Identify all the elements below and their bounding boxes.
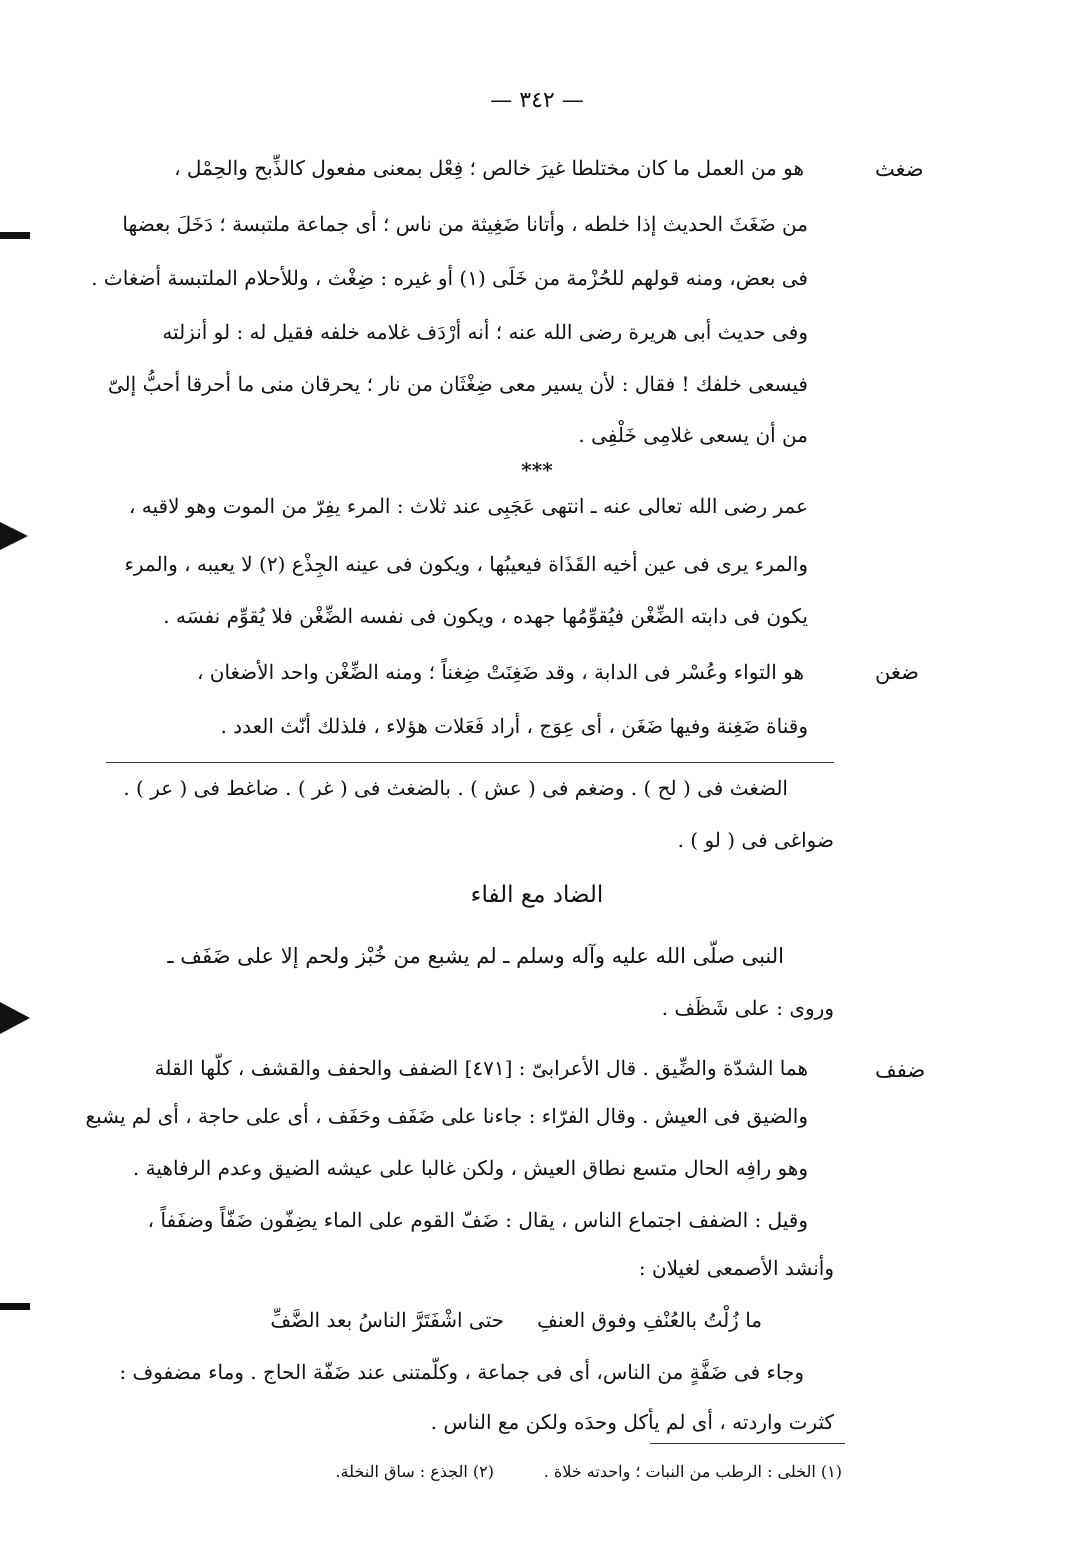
text-line: والضيق فى العيش . وقال الفرّاء : جاءنا على ضَفَف وحَفَف ، أى على حاجة ، أى لم يشبع xyxy=(85,1104,808,1128)
text-line: فى بعض، ومنه قولهم للحُزْمة من خَلَى (١) أو غيره : ضِغْث ، وللأحلام الملتبسة أضغاث . xyxy=(91,266,808,290)
edge-mark xyxy=(0,1303,30,1310)
hadith-line: النبى صلّى الله عليه وآله وسلم ـ لم يشبع من خُبْز ولحم إلا على ضَفَف ـ xyxy=(167,944,784,968)
headword-dhafaf: ضفف xyxy=(875,1058,926,1082)
edge-mark xyxy=(0,1002,30,1034)
footnote-1: (١) الخلى : الرطب من النبات ؛ واحدته خلاة . xyxy=(543,1462,842,1481)
text-line: هو التواء وعُسْر فى الدابة ، وقد ضَغِنَتْ ضِغناً ؛ ومنه الضِّغْن واحد الأضغان ، xyxy=(196,660,804,684)
edge-mark xyxy=(0,232,30,239)
headword-dhighn: ضغن xyxy=(875,660,919,684)
footnote-divider xyxy=(650,1443,845,1444)
text-line: هما الشدّة والضِّيق . قال الأعرابىّ : [٤٧١] الضفف والحفف والقشف ، كلّها القلة xyxy=(154,1056,808,1080)
section-title: الضاد مع الفاء xyxy=(470,882,604,908)
text-line: وقناة ضَغِنة وفيها ضَغَن ، أى عِوَج ، أراد فَعَلات هؤلاء ، فلذلك أنّث العدد . xyxy=(220,714,808,738)
text-line: من أن يسعى غلامِى خَلْفِى . xyxy=(578,423,808,447)
text-line: كثرت واردته ، أى لم يأكل وحدَه ولكن مع الناس . xyxy=(430,1410,834,1434)
text-line: يكون فى دابته الضِّغْن فيُقوِّمُها جهده ، ويكون فى نفسه الضِّغْن فلا يُقوِّم نفسَه . xyxy=(163,604,808,628)
text-line: عمر رضى الله تعالى عنه ـ انتهى عَجَبِى عند ثلاث : المرء يفِرّ من الموت وهو لاقيه ، xyxy=(128,494,808,518)
text-line: وأنشد الأصمعى لغيلان : xyxy=(638,1256,834,1280)
cross-ref-line: الضغث فى ( لح ) . وضغم فى ( عش ) . بالضغث فى ( غر ) . ضاغط فى ( عر ) . xyxy=(123,776,788,800)
hadith-line: وروى : على شَظَف . xyxy=(661,996,834,1020)
page-number: — ٣٤٢ — xyxy=(490,88,584,113)
text-line: وقيل : الضفف اجتماع الناس ، يقال : ضَفّ القوم على الماء يضِفّون ضَفّاً وضفَفاً ، xyxy=(147,1208,808,1232)
separator-stars: *** xyxy=(521,458,553,482)
headword-dhaghth: ضغث xyxy=(875,157,924,181)
text-line: وجاء فى ضَفَّةٍ من الناس، أى فى جماعة ، وكلّمتنى عند ضَفّة الحاج . وماء مضفوف : xyxy=(119,1360,804,1384)
text-line: وهو رافِه الحال متسع نطاق العيش ، ولكن غالبا على عيشه الضيق وعدم الرفاهية . xyxy=(132,1156,808,1180)
text-line: وفى حديث أبى هريرة رضى الله عنه ؛ أنه أرْدَف غلامه خلفه فقيل له : لو أنزلته xyxy=(162,320,808,344)
text-line: والمرء يرى فى عين أخيه القَذَاة فيعيبُها ، ويكون فى عينه الجِذْع (٢) لا يعيبه ، والمرء xyxy=(124,552,808,576)
divider xyxy=(106,762,834,763)
cross-ref-line: ضواغى فى ( لو ) . xyxy=(677,828,834,852)
footnote-2: (٢) الجذع : ساق النخلة. xyxy=(335,1462,494,1481)
text-line: فيسعى خلفك ! فقال : لأن يسير معى ضِغْثَان من نار ؛ يحرقان منى ما أحرقا أحبُّ إلىّ xyxy=(107,372,808,396)
verse-hemistich: ما زُلْتُ بالعُنْفِ وفوق العنفِ xyxy=(537,1308,762,1332)
text-line: من ضَغَثَ الحديث إذا خلطه ، وأتانا ضَغِيثة من ناس ؛ أى جماعة ملتبسة ؛ دَخَلَ بعضها xyxy=(122,212,808,236)
verse-hemistich: حتى اشْفَتَرَّ الناسُ بعد الضَّفِّ xyxy=(270,1308,504,1332)
text-line: هو من العمل ما كان مختلطا غيرَ خالص ؛ فِعْل بمعنى مفعول كالذِّبح والحِمْل ، xyxy=(174,156,804,180)
edge-mark xyxy=(0,522,28,550)
